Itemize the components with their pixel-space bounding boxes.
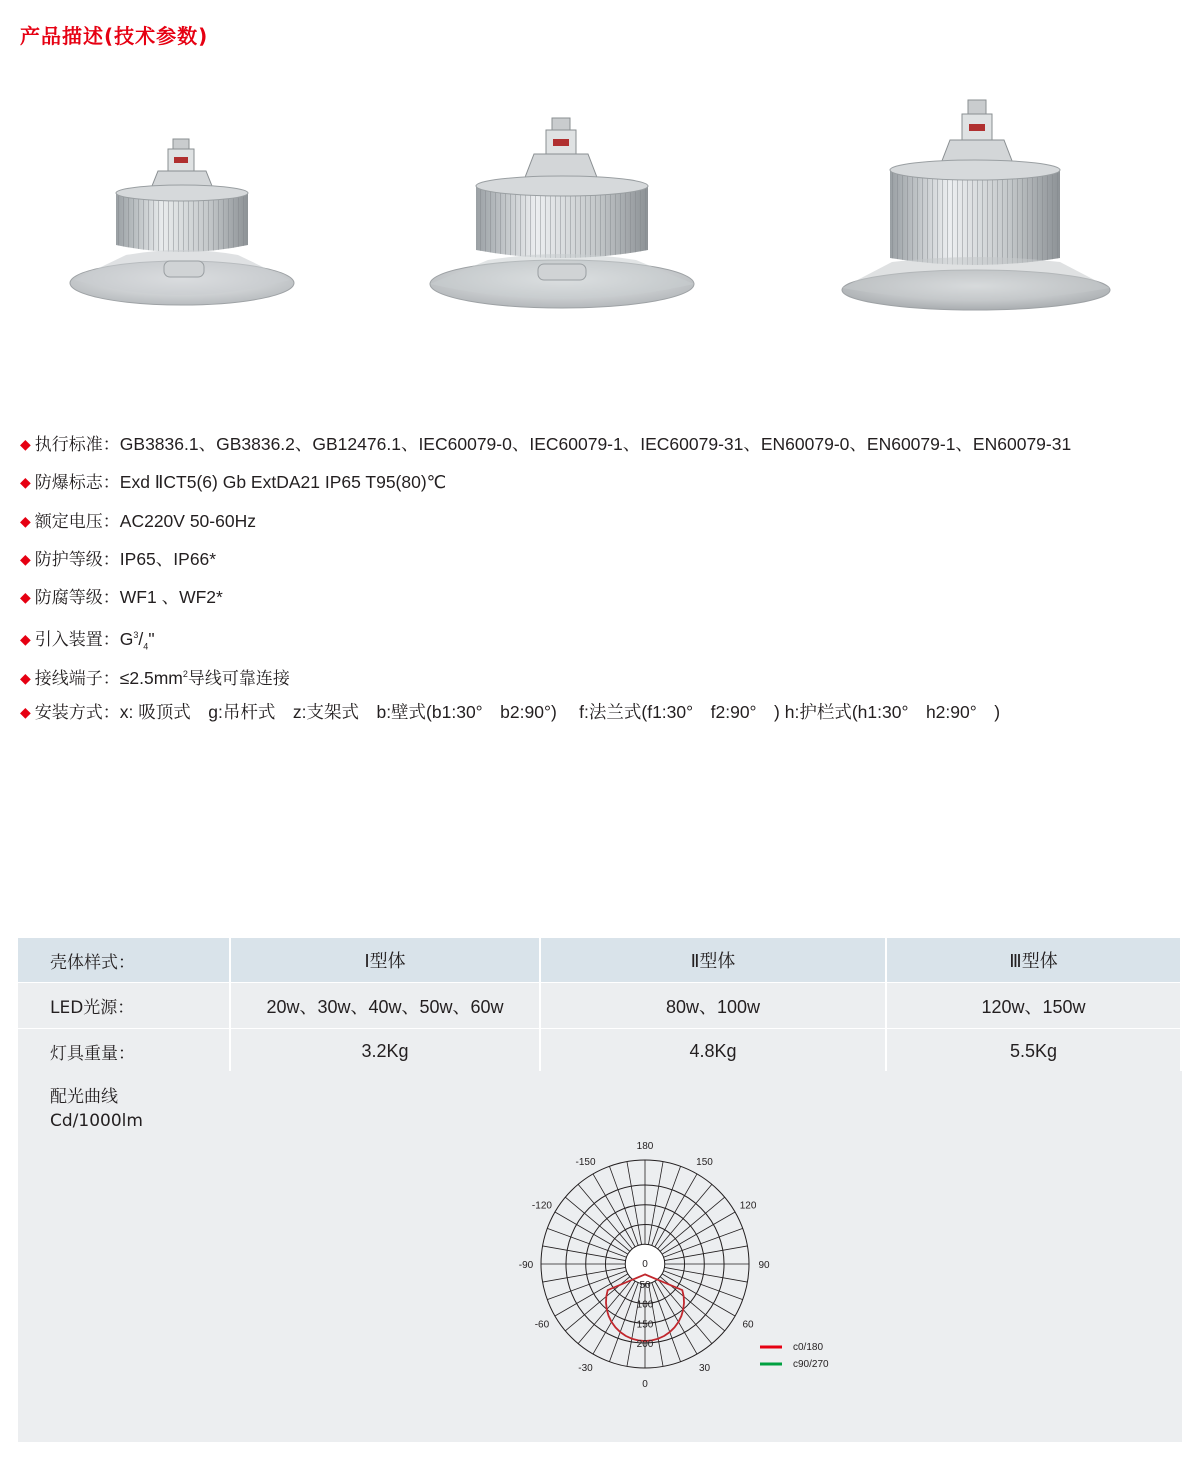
spec-value: IP65、IP66* <box>119 548 217 569</box>
explosion-proof-lamp-type-1-photo <box>66 135 298 310</box>
polar-spoke <box>660 1197 725 1251</box>
polar-spoke <box>655 1174 697 1247</box>
polar-spoke <box>593 1174 635 1247</box>
spec-value: $G^3/_4$" <box>119 629 155 652</box>
table-row-label: 壳体样式： <box>18 938 230 983</box>
spec-standard: ◆ 执行标准：GB3836.1、GB3836.2、GB12476.1、IEC60079-0、IEC60079-1、IEC60079-31、EN60079-0、EN60079-1、EN60079-31 <box>20 434 1072 455</box>
table-cell: 3.2Kg <box>230 1029 540 1075</box>
spec-value: $\le 2.5mm^2$导线可靠连接 <box>119 667 290 689</box>
spec-list <box>20 430 1071 736</box>
spec-rated-voltage: ◆ 额定电压：AC220V 50-60Hz <box>20 510 256 532</box>
spec-mounting: ◆ 安装方式：x: 吸顶式 g:吊杆式 z:支架式 b:壁式(b1:30° b2:90°) f:法兰式(f1:30° f2:90° ) h:护栏式(h1:30° h2:90° ) <box>20 702 1001 724</box>
angle-label: 120 <box>739 1200 757 1212</box>
angle-label: 30 <box>698 1363 711 1375</box>
table-header-cell: Ⅲ型体 <box>886 938 1181 983</box>
radial-label: 100 <box>636 1299 654 1311</box>
spec-value: x: 吸顶式 g:吊杆式 z:支架式 b:壁式(b1:30° b2:90°) f:法兰式(f1:30° f2:90° ) h:护栏式(h1:30° h2:90° ) <box>119 702 1001 723</box>
table-row-label: 灯具重量： <box>18 1029 230 1075</box>
light-curve-unit: Cd/1000lm <box>50 1111 143 1131</box>
red-diamond-icon: ◆ <box>20 631 31 648</box>
table-row <box>18 1029 1181 1075</box>
light-curve-panel <box>18 1071 1182 1442</box>
radial-label: 50 <box>639 1279 651 1291</box>
spec-anticorrosion-grade: ◆ 防腐等级：WF1 、WF2* <box>20 587 223 609</box>
legend-label: c0/180 <box>793 1342 824 1353</box>
explosion-proof-lamp-type-2-photo <box>428 114 696 310</box>
polar-spoke <box>655 1281 697 1354</box>
housing-table <box>18 938 1182 1075</box>
spec-value: WF1 、WF2* <box>119 587 223 608</box>
angle-label: -30 <box>578 1363 593 1375</box>
polar-light-curve-chart <box>18 1071 1182 1442</box>
angle-label: -60 <box>534 1319 550 1331</box>
angle-label: -120 <box>531 1200 552 1212</box>
spec-protection-grade: ◆ 防护等级：IP65、IP66* <box>20 548 217 570</box>
spec-value: GB3836.1、GB3836.2、GB12476.1、IEC60079-0、IEC60079-1、IEC60079-31、EN60079-0、EN60079-1、EN60079-31 <box>119 434 1072 454</box>
red-diamond-icon: ◆ <box>20 436 31 452</box>
polar-spoke <box>658 1184 712 1249</box>
table-cell: 80w、100w <box>540 983 886 1029</box>
angle-label: 60 <box>742 1319 754 1331</box>
legend <box>760 1342 829 1370</box>
red-diamond-icon: ◆ <box>20 512 31 529</box>
section-title: 产品描述(技术参数) <box>20 24 209 48</box>
angle-label: 90 <box>758 1260 770 1271</box>
explosion-proof-lamp-type-3-photo <box>840 96 1112 312</box>
polar-spoke <box>664 1246 747 1261</box>
table-cell: 4.8Kg <box>540 1029 886 1075</box>
angle-label: -90 <box>518 1260 534 1271</box>
radial-label: 0 <box>642 1259 648 1270</box>
angle-label: 150 <box>696 1156 713 1168</box>
polar-spoke <box>593 1281 635 1354</box>
polar-spoke <box>543 1246 626 1261</box>
red-diamond-icon: ◆ <box>20 704 31 721</box>
table-header-row <box>18 938 1181 983</box>
polar-spoke <box>662 1274 735 1316</box>
polar-spoke <box>662 1212 735 1254</box>
red-diamond-icon: ◆ <box>20 669 31 686</box>
polar-spoke <box>627 1162 642 1245</box>
table-header-cell: Ⅰ型体 <box>230 938 540 983</box>
table-cell: 120w、150w <box>886 983 1181 1029</box>
polar-spoke <box>543 1267 626 1282</box>
table-header-cell: Ⅱ型体 <box>540 938 886 983</box>
angle-label: 180 <box>636 1141 654 1152</box>
red-diamond-icon: ◆ <box>20 589 31 606</box>
table-row-label: LED光源： <box>18 983 230 1029</box>
spec-value: AC220V 50-60Hz <box>119 510 256 531</box>
polar-spoke <box>664 1267 747 1282</box>
polar-spoke <box>578 1184 632 1249</box>
spec-value: Exd ⅡCT5(6) Gb ExtDA21 IP65 T95(80)℃ <box>119 472 447 493</box>
polar-spoke <box>555 1274 628 1316</box>
polar-spoke <box>648 1162 663 1245</box>
spec-cable-entry: ◆ 引入装置：$G^3/_4$" <box>20 629 155 652</box>
radial-label: 200 <box>636 1339 654 1351</box>
spec-explosion-mark: ◆ 防爆标志：Exd ⅡCT5(6) Gb ExtDA21 IP65 T95(80)℃ <box>20 472 447 494</box>
angle-label: 0 <box>642 1379 648 1390</box>
spec-terminal: ◆ 接线端子：$\le 2.5mm^2$导线可靠连接 <box>20 667 290 689</box>
radial-label: 150 <box>636 1319 654 1331</box>
red-diamond-icon: ◆ <box>20 550 31 567</box>
light-curve-title: 配光曲线 Cd/1000lm <box>50 1087 143 1131</box>
legend-label: c90/270 <box>793 1359 829 1370</box>
angle-label: -150 <box>575 1156 596 1168</box>
table-cell: 5.5Kg <box>886 1029 1181 1075</box>
table-row <box>18 983 1181 1029</box>
red-diamond-icon: ◆ <box>20 474 31 491</box>
polar-spoke <box>555 1212 628 1254</box>
polar-spoke <box>565 1197 630 1251</box>
table-cell: 20w、30w、40w、50w、60w <box>230 983 540 1029</box>
